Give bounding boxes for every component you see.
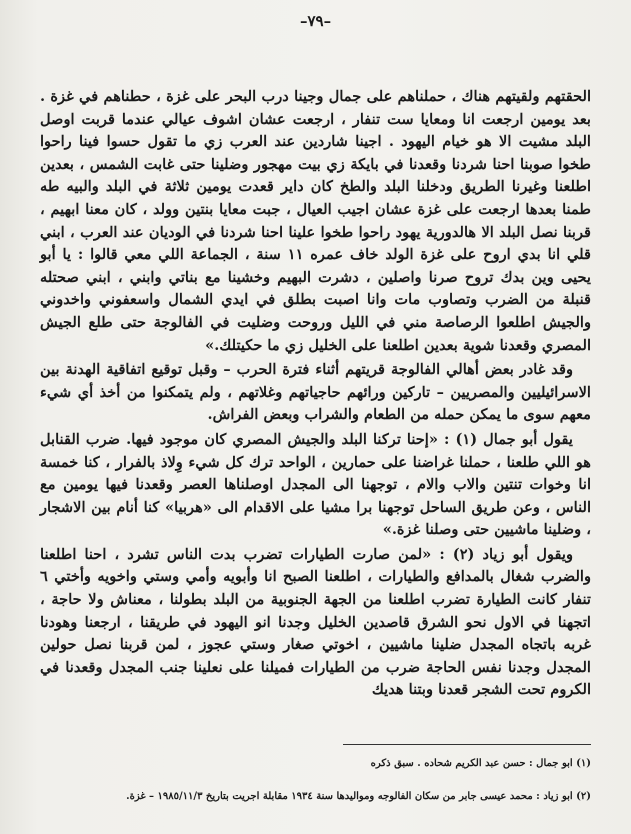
paragraph-3-abu-jamal: يقول أبو جمال (١) : «إحنا تركنا البلد والجيش المصري كان موجود فيها. ضرب القنابل هو اللي طلعنا ، حملنا غراضنا على حمارين ، الواحد ترك كل شيء وِلاذ بالفرار ، كنا خمسة انا وخوات تنتين والاب والام ، توجهنا الى المجدل اوصلناها العصر وقعدنا فيها يومين مع الناس ، وعن طريق الساحل توجهنا برا مشيا على الاقدام الى «هربيا» كنا أنام بين الاشجار ، وضلينا ماشيين حتى وصلنا غزة.» (40, 430, 591, 539)
footnote-divider (343, 744, 591, 745)
paragraph-4-abu-ziyad: ويقول أبو زياد (٢) : «لمن صارت الطيارات تضرب بدت الناس تشرد ، احنا اطلعنا والضرب شغال بالمدافع والطيارات ، اطلعنا الصبح انا وأبويه وأمي وستي واخويه وأختي ٦ تنفار كانت الطيارة تضرب اطلعنا من الجهة الجنوبية من البلد بطولنا ، معناش ولا حاجة ، اتجهنا في الاول نحو الشرق قاصدين الخليل وجدنا انو اليهود في طريقنا ، ارجعنا وهودنا غربه باتجاه المجدل ضلينا ماشيين ، اخوتي صغار وستي عجوز ، لمن قربنا نصل حولين المجدل وجدنا نفس الحاجة ضرب من الطيارات فميلنا على نعلينا جنب المجدل وقعدنا في الكروم تحت الشجر قعدنا وبتنا هديك (40, 545, 591, 699)
paragraph-1: الحقتهم ولقيتهم هناك ، حملناهم على جمال وجينا درب البحر على غزة ، حطناهم في غزة . بعد يومين ارجعت انا ومعايا ست تنفار ، ارجعت عشان اشوف عيالي عندما قربت اوصل البلد مشيت الا هو خيام اليهود . اجينا شاردين عند العرب زي ما تقول حسوا فينا راحوا طخوا صوبنا احنا شردنا وقعدنا في بايكة زي بيت مهجور وضلينا حتى غابت الشمس ، بعدين اطلعنا وغيرنا الطريق ودخلنا البلد والطخ كان داير قعدت يومين ثلاثة في البلد والبيه طه طمنا بعدها ارجعت على غزة عشان اجيب العيال ، جبت معايا بنتين وولد ، كان معنا ابهيم ، قربنا نصل البلد الا هالدورية يهود راحوا طخوا علينا احنا شردنا في الوديان عند العرب ، ابني قلي انا بدي اروح على غزة الولد خاف عمره ١١ سنة ، الجماعة اللي معي قالوا : يا أبو يحيى وين بدك تروح صرنا واصلين ، دشرت البهيم وخشينا مع بناتي وابني ، ابني صحتله قنبلة من الضرب وتصاوب مات وانا اصبت بطلق في ايدي الشمال واسعفوني واخدوني والجيش اطلعوا الرصاصة مني في الليل وروحت وضليت في الفالوجة حتى طلع الجيش المصري وقعدنا شوية بعدين اطلعنا على الخليل زي ما حكيتلك.» (40, 88, 591, 354)
main-text (40, 86, 591, 702)
footnote-1: (١) ابو جمال : حسن عبد الكريم شحاده . سبق ذكره (370, 758, 591, 769)
paragraph-2: وقد غادر بعض أهالي الفالوجة قريتهم أثناء فترة الحرب – وقبل توقيع اتفاقية الهدنة بين الاسرائيليين والمصريين – تاركين ورائهم حاجياتهم وغلاتهم ، ولم يتمكنوا من أخذ أي شيء معهم سوى ما يمكن حمله من الطعام والشراب وبعض الفراش. (40, 361, 591, 424)
footnotes (36, 756, 591, 822)
footnote-2: (٢) ابو زياد : محمد عيسى جابر من سكان الفالوجه ومواليدها سنة ١٩٣٤ مقابلة اجريت بتاريخ ١٩٨٥/١١/٣ – غزة. (126, 791, 591, 802)
page-number: –٧٩– (299, 12, 332, 30)
